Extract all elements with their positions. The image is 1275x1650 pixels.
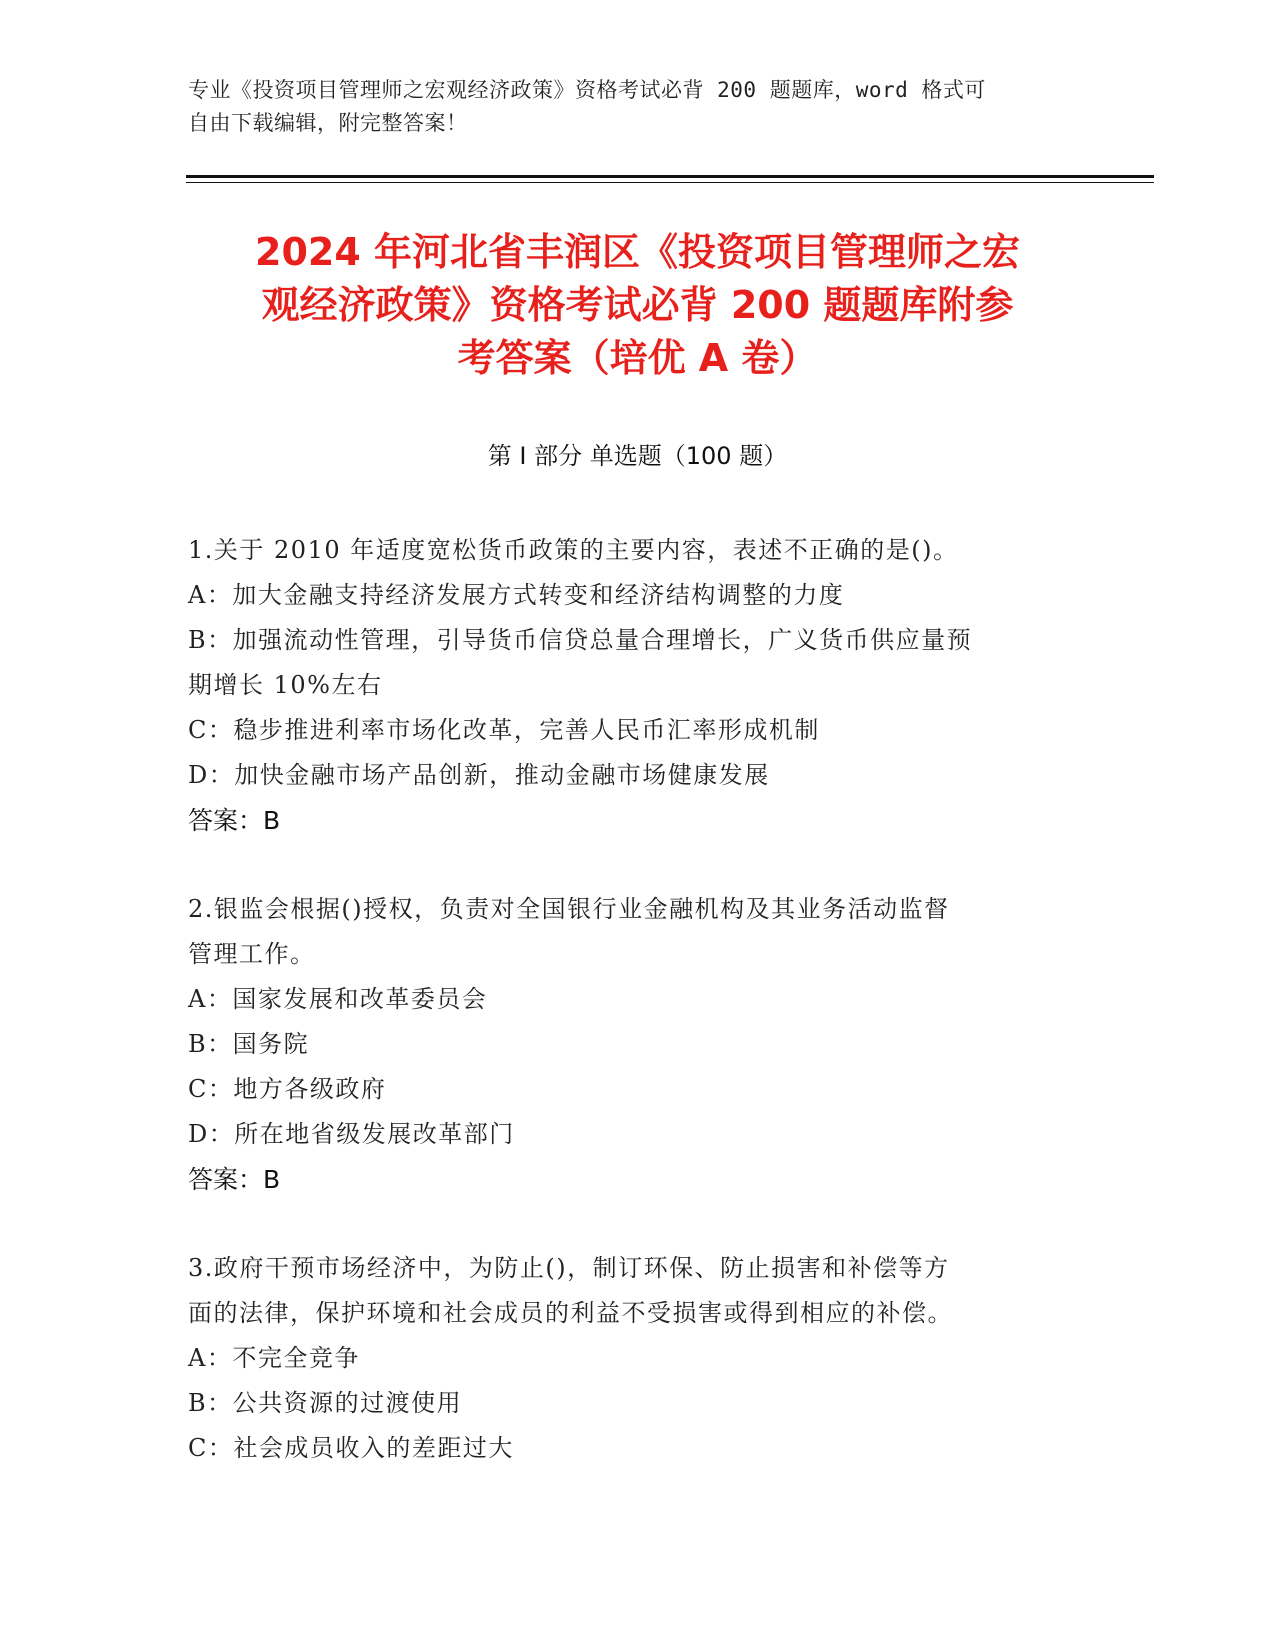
question-2 xyxy=(188,887,1068,1202)
question-stem-line: 1.关于 2010 年适度宽松货币政策的主要内容，表述不正确的是()。 xyxy=(188,536,959,564)
question-1 xyxy=(188,528,1068,843)
document-title xyxy=(160,226,1115,385)
answer-line: 答案：B xyxy=(188,806,281,835)
question-stem-line: 3.政府干预市场经济中，为防止()，制订环保、防止损害和补偿等方 xyxy=(188,1254,950,1282)
title-line-1: 2024 年河北省丰润区《投资项目管理师之宏 xyxy=(255,230,1020,274)
option-a: A：不完全竞争 xyxy=(188,1344,360,1372)
answer-line: 答案：B xyxy=(188,1165,281,1194)
option-d: D：加快金融市场产品创新，推动金融市场健康发展 xyxy=(188,761,770,789)
title-line-2: 观经济政策》资格考试必背 200 题题库附参 xyxy=(261,283,1014,327)
header-divider-thick xyxy=(186,175,1154,178)
header-note-line-2: 自由下载编辑，附完整答案！ xyxy=(188,111,468,135)
option-c: C：地方各级政府 xyxy=(188,1075,387,1103)
option-a: A：加大金融支持经济发展方式转变和经济结构调整的力度 xyxy=(188,581,845,609)
option-b: B：国务院 xyxy=(188,1030,310,1058)
option-c: C：社会成员收入的差距过大 xyxy=(188,1434,514,1462)
question-3 xyxy=(188,1246,1068,1471)
question-stem-line: 面的法律，保护环境和社会成员的利益不受损害或得到相应的补偿。 xyxy=(188,1299,953,1327)
question-list xyxy=(188,528,1068,1515)
option-d: D：所在地省级发展改革部门 xyxy=(188,1120,515,1148)
option-b: 期增长 10%左右 xyxy=(188,671,383,699)
question-stem-line: 管理工作。 xyxy=(188,940,316,968)
section-heading: 第 I 部分 单选题（100 题） xyxy=(487,442,788,470)
header-divider-thin xyxy=(186,182,1154,183)
header-note xyxy=(188,74,1068,140)
title-line-3: 考答案（培优 A 卷） xyxy=(457,336,818,380)
option-b: B：加强流动性管理，引导货币信贷总量合理增长，广义货币供应量预 xyxy=(188,626,973,654)
option-c: C：稳步推进利率市场化改革，完善人民币汇率形成机制 xyxy=(188,716,820,744)
option-b: B：公共资源的过渡使用 xyxy=(188,1389,463,1417)
header-note-line-1: 专业《投资项目管理师之宏观经济政策》资格考试必背 200 题题库，word 格式可 xyxy=(188,78,986,102)
question-stem-line: 2.银监会根据()授权，负责对全国银行业金融机构及其业务活动监督 xyxy=(188,895,950,923)
option-a: A：国家发展和改革委员会 xyxy=(188,985,488,1013)
